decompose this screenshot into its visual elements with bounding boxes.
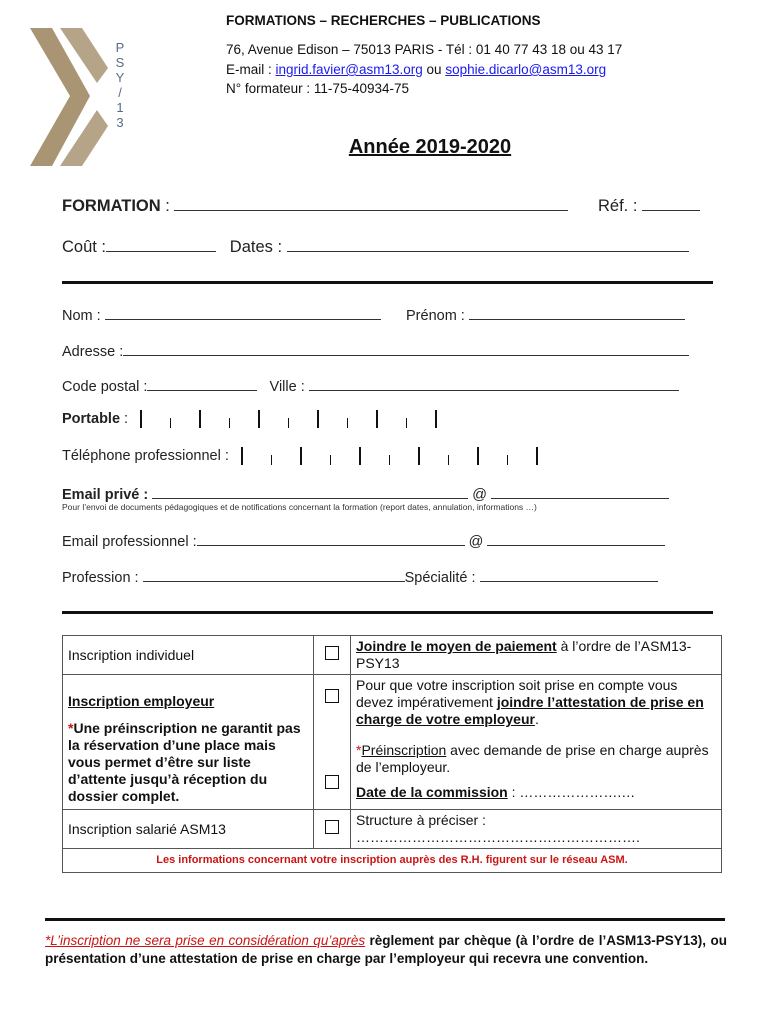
email-prive-label: Email privé : — [62, 487, 149, 503]
ref-field[interactable] — [642, 196, 700, 211]
nom-row — [62, 305, 381, 324]
structure-cell — [351, 810, 722, 849]
divider — [62, 611, 713, 614]
header-formateur: N° formateur : 11-75-40934-75 — [226, 81, 409, 96]
prenom-label: Prénom : — [406, 308, 465, 324]
logo-letters: P S Y / 1 3 — [115, 40, 125, 130]
joindre-rest: à l’ordre de l’ASM13-PSY13 — [356, 638, 692, 671]
portable-label: Portable — [62, 410, 121, 427]
email-separator: ou — [422, 62, 446, 77]
prenom-field[interactable] — [469, 305, 685, 320]
header-emails — [226, 62, 606, 77]
table-row — [63, 810, 722, 849]
structure-label: Structure à préciser : — [356, 812, 486, 828]
commission-label: Date de la commission — [356, 784, 508, 800]
employeur-text-1: Pour que votre inscription soit prise en compte vous devez impérativement — [356, 677, 678, 710]
dates-label: Dates : — [229, 238, 283, 256]
table-row — [63, 636, 722, 675]
joindre-bold: Joindre le moyen de paiement — [356, 638, 557, 654]
cout-dates-row — [62, 237, 689, 257]
tel-pro-row — [62, 447, 566, 465]
page-title: Année 2019-2020 — [348, 136, 512, 158]
commission-row — [356, 784, 716, 801]
email-prive-row — [62, 484, 669, 503]
profession-label: Profession : — [62, 570, 139, 586]
at-sign: @ — [468, 534, 484, 550]
salarie-checkbox[interactable] — [325, 820, 339, 834]
note-star: * — [356, 742, 362, 758]
portable-row — [62, 410, 465, 428]
cout-field[interactable] — [106, 237, 216, 252]
email-link-ingrid[interactable]: ingrid.favier@asm13.org — [275, 62, 423, 77]
salarie-checkbox-cell — [314, 810, 351, 849]
profession-row — [62, 567, 658, 586]
email-prive-user-field[interactable] — [152, 484, 468, 499]
specialite-label: Spécialité : — [404, 570, 476, 586]
employeur-text-bold: joindre l’attestation de prise en charge de votre employeur — [356, 694, 704, 727]
footer-rest: règlement par chèque (à l’ordre de l’ASM13-PSY13), ou présentation d’une attestation de prise en charge par l’employeur qui recevra une convention. — [45, 933, 727, 966]
prenom-row — [406, 305, 685, 324]
specialite-field[interactable] — [480, 567, 658, 582]
individuel-checkbox[interactable] — [325, 646, 339, 660]
email-prefix: E-mail : — [226, 62, 276, 77]
header-address: 76, Avenue Edison – 75013 PARIS - Tél : 01 40 77 43 18 ou 43 17 — [226, 42, 623, 57]
divider — [62, 281, 713, 284]
portable-separator: : — [120, 410, 129, 427]
ref-row — [598, 196, 700, 216]
formation-separator: : — [160, 197, 175, 215]
cp-label: Code postal : — [62, 379, 148, 395]
adresse-field[interactable] — [123, 341, 689, 356]
cp-ville-row — [62, 376, 679, 395]
rh-note: Les informations concernant votre inscription auprès des R.H. figurent sur le réseau ASM. — [63, 849, 722, 873]
employeur-checkbox[interactable] — [325, 689, 339, 703]
commission-field[interactable]: : ………………….… — [507, 784, 636, 800]
employeur-label: Inscription employeur — [68, 693, 215, 709]
nom-label: Nom : — [62, 308, 101, 324]
individuel-checkbox-cell — [314, 636, 351, 675]
preinscription-note — [68, 720, 308, 805]
email-prive-domain-field[interactable] — [491, 484, 669, 499]
inscription-table — [62, 635, 722, 873]
table-row — [63, 849, 722, 873]
individuel-label: Inscription individuel — [63, 636, 314, 675]
table-row — [63, 675, 722, 810]
salarie-label: Inscription salarié ASM13 — [63, 810, 314, 849]
preinscription-2-label: Préinscription — [361, 742, 447, 758]
ville-label: Ville : — [269, 379, 305, 395]
divider — [45, 918, 725, 921]
note-star: * — [68, 720, 74, 736]
email-pro-domain-field[interactable] — [487, 531, 665, 546]
email-pro-label: Email professionnel : — [62, 534, 197, 550]
formation-field[interactable] — [174, 196, 568, 211]
tel-pro-digit-field[interactable] — [241, 447, 566, 465]
nom-field[interactable] — [105, 305, 381, 320]
employeur-text-end: . — [534, 711, 539, 727]
structure-field[interactable]: ……………………………………………………. — [356, 829, 640, 845]
email-link-sophie[interactable]: sophie.dicarlo@asm13.org — [445, 62, 607, 77]
preinscription-checkbox[interactable] — [325, 775, 339, 789]
employeur-details-cell — [351, 675, 722, 810]
joindre-cell — [351, 636, 722, 675]
email-note: Pour l’envoi de documents pédagogiques et de notifications concernant la formation (report dates, annulation, informations …) — [62, 502, 537, 512]
cout-label: Coût : — [62, 238, 107, 256]
preinscription-text: Une préinscription ne garantit pas la réservation d’une place mais vous permet d’être sur liste d’attente jusqu’à réception du dossier complet. — [68, 720, 301, 804]
employeur-cell — [63, 675, 314, 810]
ville-field[interactable] — [309, 376, 679, 391]
employeur-checkbox-cell — [314, 675, 351, 810]
ref-label: Réf. : — [598, 197, 638, 215]
portable-digit-field[interactable] — [140, 410, 465, 428]
formation-row — [62, 196, 568, 216]
footer-red-part: *L’inscription ne sera prise en considération qu’après — [45, 933, 366, 948]
profession-field[interactable] — [143, 567, 405, 582]
at-sign: @ — [472, 487, 488, 503]
dates-field[interactable] — [287, 237, 689, 252]
footer-note — [45, 932, 727, 968]
formation-label: FORMATION — [62, 197, 161, 215]
preinscription-2-text: avec demande de prise en charge auprès de l’employeur. — [356, 742, 709, 775]
adresse-row — [62, 341, 689, 360]
email-pro-row — [62, 531, 665, 550]
preinscription-2 — [356, 742, 716, 776]
header-title: FORMATIONS – RECHERCHES – PUBLICATIONS — [226, 13, 541, 28]
employeur-text — [356, 677, 716, 728]
adresse-label: Adresse : — [62, 344, 124, 360]
cp-field[interactable] — [147, 376, 257, 391]
email-pro-user-field[interactable] — [197, 531, 465, 546]
tel-pro-label: Téléphone professionnel : — [62, 447, 229, 464]
